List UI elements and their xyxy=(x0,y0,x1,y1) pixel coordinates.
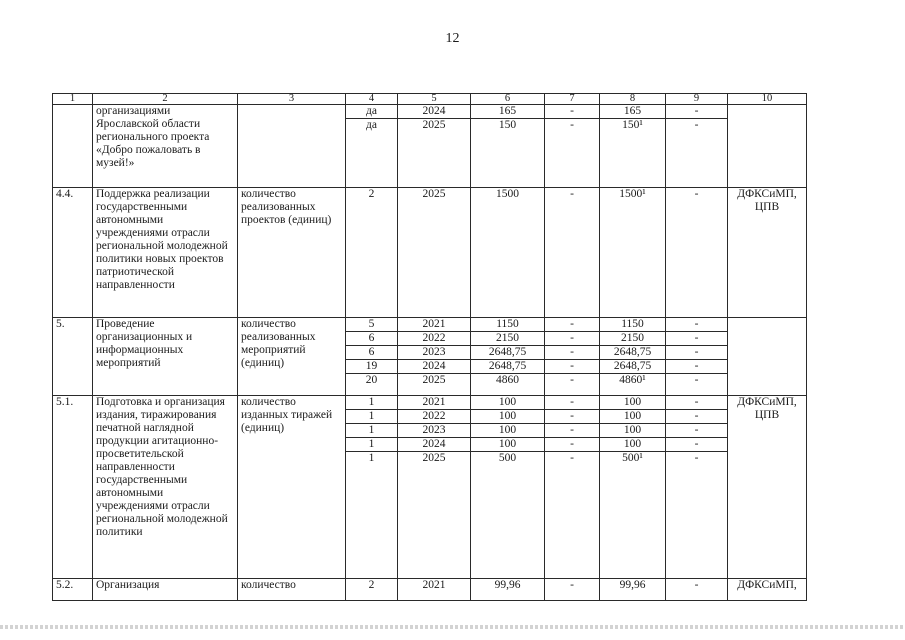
executor-cell xyxy=(728,318,807,396)
value-cell: 2648,75 xyxy=(600,346,665,360)
item-number: 5.1. xyxy=(53,396,93,579)
item-name: организациями Ярославской области регионального проекта «Добро пожаловать в музей!» xyxy=(93,105,238,188)
value-cell: - xyxy=(545,318,599,332)
value-cell: 4860¹ xyxy=(619,374,646,386)
header-cell: 1 xyxy=(53,94,93,105)
value-cell: 6 xyxy=(346,332,397,346)
item-name: Организация xyxy=(93,579,238,601)
value-cell: 4860 xyxy=(496,374,519,386)
header-cell: 5 xyxy=(398,94,471,105)
value-cell: - xyxy=(666,424,727,438)
value-cell: 100 xyxy=(471,438,544,452)
value-cell: - xyxy=(545,360,599,374)
year-cell: 2023 xyxy=(398,346,470,360)
item-indicator: количество xyxy=(238,579,346,601)
value-cell: 100 xyxy=(471,410,544,424)
value-cell: - xyxy=(694,119,699,131)
year-cell: 2022 xyxy=(398,332,470,346)
value-cell: 1 xyxy=(346,396,397,410)
value-cell: - xyxy=(570,119,574,131)
value-cell: 99,96 xyxy=(600,579,666,601)
item-indicator: количество реализованных мероприятий (единиц) xyxy=(238,318,346,396)
table-row xyxy=(53,579,807,601)
value-cell: 6 xyxy=(346,346,397,360)
year-cell: 2022 xyxy=(398,410,470,424)
executor-cell: ДФКСиМП, ЦПВ xyxy=(728,396,807,579)
value-cell: 150 xyxy=(498,119,517,131)
scan-artifact-line xyxy=(0,625,905,629)
value-cell: 2150 xyxy=(471,332,544,346)
value-cell: 100 xyxy=(600,424,665,438)
year-cell: 2025 xyxy=(422,119,446,131)
value-cell: 1150 xyxy=(600,318,665,332)
executor-cell: ДФКСиМП, xyxy=(728,579,807,601)
value-cell: 165 xyxy=(471,105,544,119)
value-cell: - xyxy=(545,579,600,601)
year-cell: 2025 xyxy=(422,452,446,464)
value-cell: 2 xyxy=(346,188,398,318)
year-cell: 2024 xyxy=(398,360,470,374)
header-cell: 4 xyxy=(346,94,398,105)
header-cell: 7 xyxy=(545,94,600,105)
item-name: Проведение организационных и информационных мероприятий xyxy=(93,318,238,396)
value-cell: 1 xyxy=(346,438,397,452)
value-cell: 99,96 xyxy=(471,579,545,601)
value-cell: 1 xyxy=(346,424,397,438)
item-indicator: количество реализованных проектов (единиц) xyxy=(238,188,346,318)
value-cell: 500 xyxy=(498,452,517,464)
year-cell: 2023 xyxy=(398,424,470,438)
value-cell: 165 xyxy=(600,105,665,119)
value-cell: 100 xyxy=(600,438,665,452)
value-cell: - xyxy=(666,332,727,346)
value-cell: 100 xyxy=(600,410,665,424)
item-name: Поддержка реализации государственными автономными учреждениями отрасли региональной молодежной политики новых проектов патриотической направленности xyxy=(93,188,238,318)
value-cell: 1500¹ xyxy=(600,188,666,318)
value-cell: - xyxy=(545,332,599,346)
value-cell: - xyxy=(545,438,599,452)
value-cell: 1 xyxy=(346,410,397,424)
year-cell: 2024 xyxy=(398,105,470,119)
item-number: 5.2. xyxy=(53,579,93,601)
value-cell: - xyxy=(570,452,574,464)
value-cell: - xyxy=(666,188,728,318)
value-cell: 2648,75 xyxy=(471,346,544,360)
header-cell: 6 xyxy=(471,94,545,105)
value-cell: - xyxy=(666,438,727,452)
value-cell: 2150 xyxy=(600,332,665,346)
value-cell: 1150 xyxy=(471,318,544,332)
value-cell: 19 xyxy=(346,360,397,374)
value-cell: - xyxy=(666,396,727,410)
year-cell: 2025 xyxy=(422,374,446,386)
value-cell: - xyxy=(570,374,574,386)
header-cell: 3 xyxy=(238,94,346,105)
value-cell: - xyxy=(694,374,699,386)
year-cell: 2021 xyxy=(398,318,470,332)
item-indicator: количество изданных тиражей (единиц) xyxy=(238,396,346,579)
header-cell: 2 xyxy=(93,94,238,105)
year-cell: 2021 xyxy=(398,396,470,410)
year-cell: 2025 xyxy=(398,188,471,318)
value-cell: 2648,75 xyxy=(471,360,544,374)
value-cell: - xyxy=(666,360,727,374)
item-number xyxy=(53,105,93,188)
table-row xyxy=(53,396,807,579)
value-cell: - xyxy=(545,396,599,410)
value-cell: - xyxy=(666,346,727,360)
value-cell: - xyxy=(666,105,727,119)
value-cell: 100 xyxy=(600,396,665,410)
value-cell: 1 xyxy=(368,452,375,464)
value-cell: 5 xyxy=(346,318,397,332)
item-number: 5. xyxy=(53,318,93,396)
value-cell: 150¹ xyxy=(622,119,643,131)
executor-cell xyxy=(728,105,807,188)
table-row xyxy=(53,105,807,188)
header-cell: 8 xyxy=(600,94,666,105)
executor-cell: ДФКСиМП, ЦПВ xyxy=(728,188,807,318)
value-cell: - xyxy=(545,346,599,360)
table-row xyxy=(53,318,807,396)
value-cell: 20 xyxy=(365,374,378,386)
value-cell: - xyxy=(666,579,728,601)
header-cell: 10 xyxy=(728,94,807,105)
item-indicator xyxy=(238,105,346,188)
year-cell: 2021 xyxy=(398,579,471,601)
column-number-header xyxy=(53,94,807,105)
value-cell: да xyxy=(366,119,377,131)
value-cell: - xyxy=(545,410,599,424)
value-cell: - xyxy=(545,424,599,438)
value-cell: 2648,75 xyxy=(600,360,665,374)
item-number: 4.4. xyxy=(53,188,93,318)
value-cell: 100 xyxy=(471,396,544,410)
page-number: 12 xyxy=(445,31,460,46)
value-cell: да xyxy=(346,105,397,119)
value-cell: - xyxy=(666,410,727,424)
value-cell: - xyxy=(545,188,600,318)
year-cell: 2024 xyxy=(398,438,470,452)
value-cell: - xyxy=(666,318,727,332)
value-cell: 100 xyxy=(471,424,544,438)
table-row xyxy=(53,188,807,318)
program-table xyxy=(52,93,807,601)
value-cell: 1500 xyxy=(471,188,545,318)
header-cell: 9 xyxy=(666,94,728,105)
value-cell: - xyxy=(694,452,699,464)
item-name: Подготовка и организация издания, тиражирования печатной наглядной продукции агитационно-просветительской направленности государственными автономными учреждениями отрасли региональной молодежной политики xyxy=(93,396,238,579)
value-cell: 2 xyxy=(346,579,398,601)
value-cell: - xyxy=(545,105,599,119)
value-cell: 500¹ xyxy=(622,452,643,464)
